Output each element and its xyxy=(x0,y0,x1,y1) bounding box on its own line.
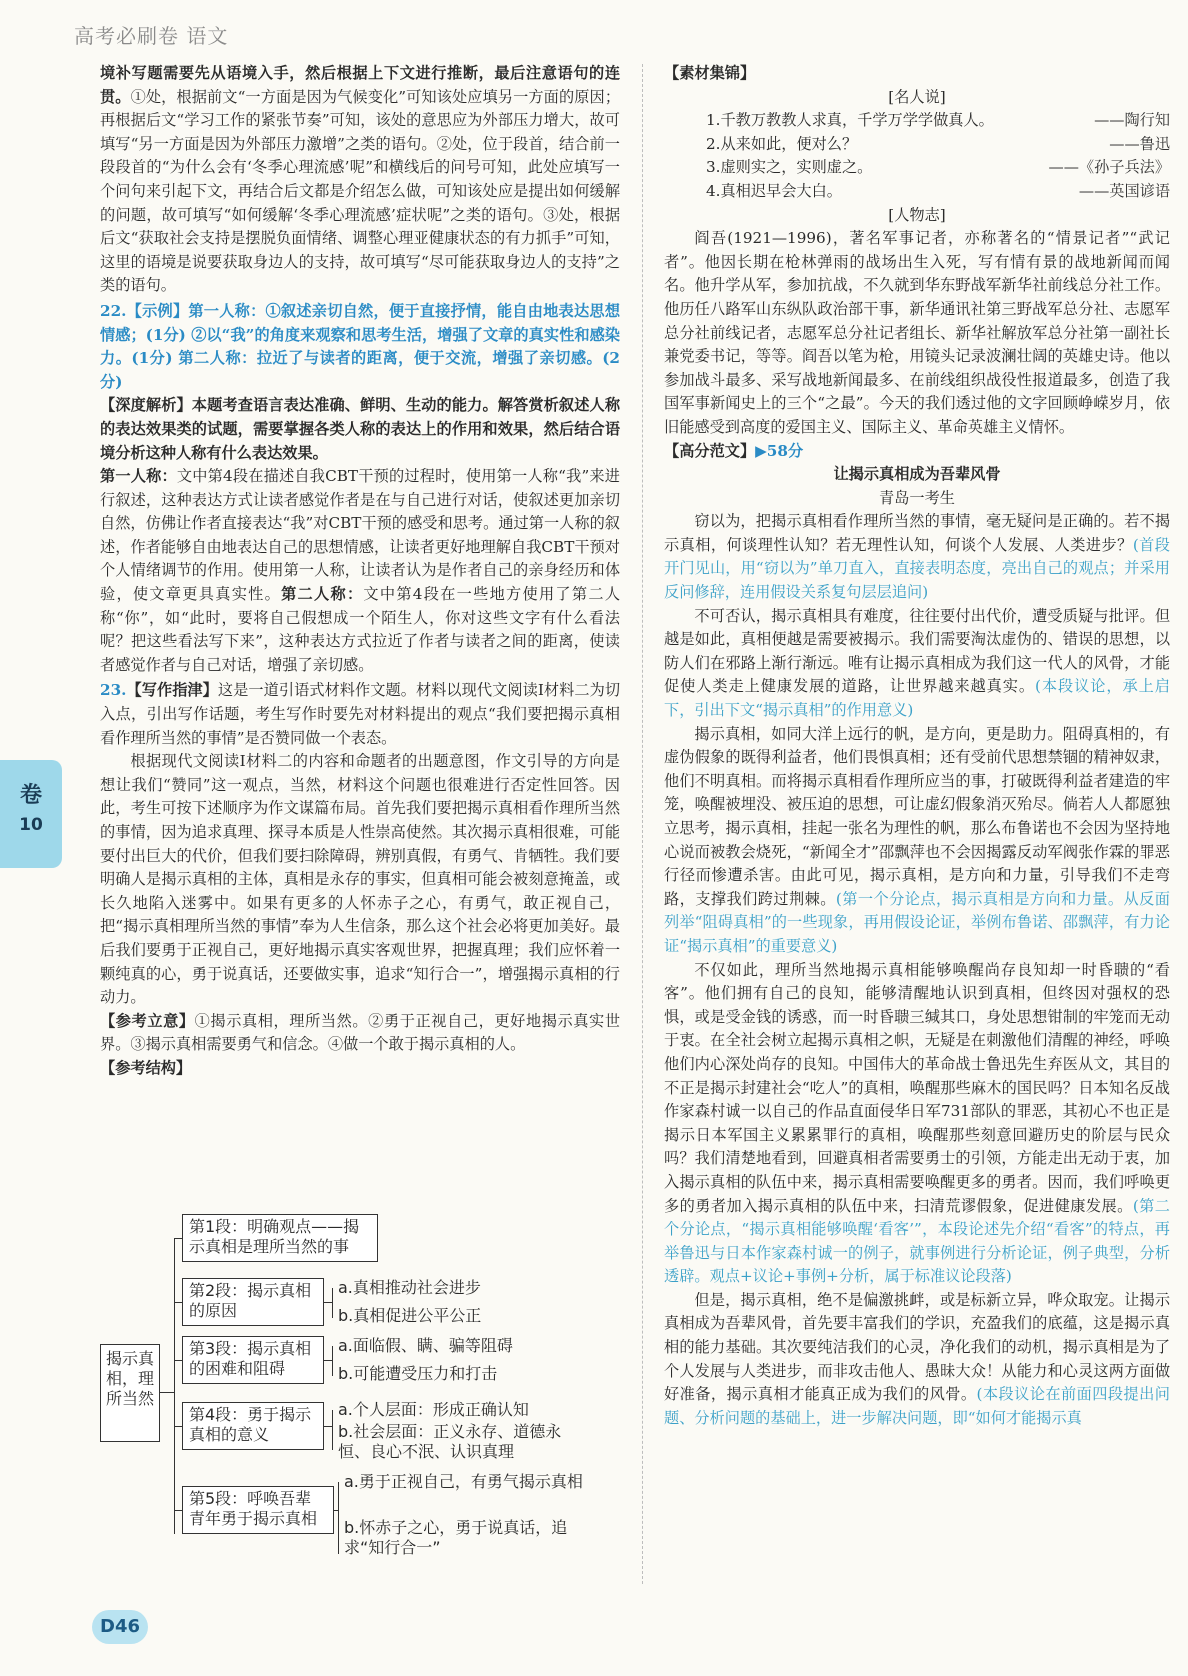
answer-21-point-2: ②处，位于段首，结合前一段段首的“为什么会有‘冬季心理流感’呢”和横线后的问号可知，此处应填写一个问句来引起下文，再结合后文都是介绍怎么做，可知该处应是提出如何缓解的问题，故可填写“如何缓解‘冬季心理流感’症状呢”之类的语句。 xyxy=(100,134,620,224)
diagram-root: 揭示真相，理所当然 xyxy=(100,1344,160,1442)
material-label: 【素材集锦】 xyxy=(664,64,756,82)
diagram-para-4: 第4段：勇于揭示真相的意义 xyxy=(182,1402,324,1450)
main-trunk xyxy=(174,1238,175,1534)
q23-guidance: 根据现代文阅读Ⅰ材料二的内容和命题者的出题意图，作文引导的方向是想让我们“赞同”这一观点，当然，材料这个问题也很难进行否定性回答。因此，考生可按下述顺序为作文谋篇布局。首先我们要把揭示真相看作理所当然的事情，因为追求真理、探寻本质是人性崇高使然。其次揭示真相很难，可能要付出巨大的代价，但我们要扫除障碍，辨别真假，有勇气、肯牺牲。我们要明确人是揭示真相的主体，真相是永存的事实，但真相可能会被刻意掩盖，或长久地陷入迷雾中。如果有更多的人怀赤子之心，有勇气，敢正视自己，把“揭示真相理所当然的事情”奉为人生信条，那么这个社会必将更加美好。最后我们要勇于正视自己，更好地揭示真实客观世界，把握真理；我们应怀着一颗纯真的心，勇于说真话，还要做实事，追求“知行合一”，增强揭示真相的行动力。 xyxy=(100,752,620,1007)
quote-2 xyxy=(664,133,1170,157)
answer-21-point-3: ③处，根据后文“获取社会支持是摆脱负面情绪、调整心理亚健康状态的有力抓手”可知，这里的语境是说要获取身边人的支持，故可填写“尽可能获取身边人的支持”之类的语句。 xyxy=(100,205,621,295)
q22-label: 【示例】 xyxy=(126,301,189,320)
q23-ref-label: 【参考立意】 xyxy=(100,1011,195,1030)
q22-deep-label: 【深度解析】 xyxy=(100,396,192,415)
quote-4-source: ——英国谚语 xyxy=(1078,181,1170,200)
essay-author: 青岛一考生 xyxy=(879,488,955,507)
q23-ref-text: ①揭示真相，理所当然。②勇于正视自己，更好地揭示真实世界。③揭示真相需要勇气和信念。④做一个敢于揭示真相的人。 xyxy=(100,1011,621,1054)
q22-first-text: 文中第4段在描述自我CBT干预的过程时，使用第一人称“我”来进行叙述，这种表达方式让读者感觉作者是在与自己进行对话，使叙述更加亲切自然，仿佛让作者直接表达“我”对CBT干预的感受和思考。通过第一人称的叙述，作者能够自由地表达自己的思想情感，让读者更好地理解自我CBT干预对个人情绪调节的作用。使用第一人称，让读者认为是作者自己的亲身经历和体验，使文章更具真实性。 xyxy=(100,467,620,604)
quote-1-source: ——陶行知 xyxy=(1094,111,1170,130)
structure-diagram xyxy=(100,1210,620,1570)
answer-22 xyxy=(100,300,620,394)
diagram-para-5-a: a.勇于正视自己，有勇气揭示真相 xyxy=(344,1472,583,1491)
essay-label: 【高分范文】 xyxy=(664,441,756,460)
p2-connector xyxy=(324,1302,332,1303)
q22-first-label: 第一人称： xyxy=(100,467,177,486)
essay-title: 让揭示真相成为吾辈风骨 xyxy=(833,465,1001,484)
essay-para-2-note: (本段议论，承上启下，引出下文“揭示真相”的作用意义) xyxy=(664,677,1170,720)
p3-connector xyxy=(324,1360,332,1361)
q22-first-person xyxy=(100,465,620,677)
essay-para-4-text: 不仅如此，理所当然地揭示真相能够唤醒尚存良知却一时昏聩的“看客”。他们拥有自己的良知，能够清醒地认识到真相，但终因对强权的恐惧，或是受金钱的诱惑，而一时昏聩三缄其口，身处思想钳制的牢笼而无动于衷。在全社会树立起揭示真相之帜，无疑是在刺激他们清醒的神经，呼唤他们内心深处尚存的良知。中国伟大的革命战士鲁迅先生弃医从文，其目的不正是揭示封建社会“吃人”的真相，唤醒那些麻木的国民吗？日本知名反战作家森村诚一以自己的作品直面侵华日军731部队的罪恶，其初心不也正是揭示日本军国主义累累罪行的真相，唤醒那些刻意回避历史的阶层与民众吗？我们清楚地看到，回避真相者需要勇士的引领，方能走出无动于衷，加入揭示真相的队伍中来，揭示真相需要唤醒更多的勇者。因而，我们呼唤更多的勇者加入揭示真相的队伍中来，扫清荒谬假象，促进健康发展。 xyxy=(664,960,1170,1215)
essay-score: ▶58分 xyxy=(755,441,804,460)
essay-para-2-text: 不可否认，揭示真相具有难度，往往要付出代价，遭受质疑与批评。但越是如此，真相便越是需要被揭示。我们需要淘汰虚伪的、错误的思想，以防人们在邪路上渐行渐远。唯有让揭示真相成为我们这一代人的风骨，才能促使人类走上健康发展的道路，让世界越来越真实。 xyxy=(664,606,1170,696)
branch-1 xyxy=(174,1238,182,1239)
quote-3-source: ——《孙子兵法》 xyxy=(1048,158,1170,177)
diagram-para-3-b: b.可能遭受压力和打击 xyxy=(338,1364,498,1383)
left-column xyxy=(100,62,620,1081)
p4-connector xyxy=(324,1426,332,1427)
essay-header xyxy=(664,440,1170,464)
branch-4 xyxy=(174,1426,182,1427)
p5-bracket xyxy=(338,1482,339,1554)
diagram-para-1: 第1段：明确观点——揭示真相是理所当然的事 xyxy=(182,1214,378,1262)
quotes-title: [名人说] xyxy=(888,87,946,106)
q22-deep-analysis xyxy=(100,394,620,465)
diagram-para-2-a: a.真相推动社会进步 xyxy=(338,1278,481,1297)
answer-21-point-1: ①处，根据前文“一方面是因为气候变化”可知该处应填另一方面的原因；再根据后文“学习工作的紧张节奏”可知，该处的意思应为外部压力增大，故可填写“另一方面是因为外部压力激增”之类的语句。 xyxy=(100,87,621,153)
quote-3 xyxy=(664,156,1170,180)
q22-second-label: 第二人称： xyxy=(281,585,364,604)
page-header: 高考必刷卷 语文 xyxy=(74,24,229,48)
branch-2 xyxy=(174,1302,182,1303)
branch-5 xyxy=(174,1510,182,1511)
side-tab xyxy=(0,760,62,868)
essay-para-2 xyxy=(664,605,1170,723)
p3-bracket xyxy=(332,1346,333,1376)
diagram-para-5-b: b.怀赤子之心，勇于说真话，追求“知行合一” xyxy=(344,1518,568,1557)
diagram-para-3: 第3段：揭示真相的困难和阻碍 xyxy=(182,1336,324,1384)
q23-structure-label: 【参考结构】 xyxy=(100,1058,192,1077)
essay-para-3 xyxy=(664,723,1170,959)
side-tab-number: 10 xyxy=(19,815,43,835)
answer-21-intro: 境补写题需要先从语境入手，然后根据上下文进行推断，最后注意语句的连贯。 xyxy=(100,64,620,106)
answer-23 xyxy=(100,679,620,750)
quote-3-text: 3.虚则实之，实则虚之。 xyxy=(706,158,873,177)
quote-2-source: ——鲁迅 xyxy=(1109,134,1170,153)
people-text: 阎吾(1921—1996)，著名军事记者，亦称著名的“情景记者”“武记者”。他因长期在枪林弹雨的战场出生入死，写有情有景的战地新闻而闻名。他升学从军，参加抗战，不久就到华东野战军新华社前线总分社工作。他历任八路军山东纵队政治部干事，新华通讯社第三野战军总分社、志愿军总分社前线记者，志愿军总分社记者组长、新华社解放军总分社第一副社长兼党委书记，等等。阎吾以笔为枪，用镜头记录波澜壮阔的英雄史诗。他以参加战斗最多、采写战地新闻最多、在前线组织战役性报道最多，创造了我国军事新闻史上的三个“之最”。今天的我们透过他的文字回顾峥嵘岁月，依旧能感受到高度的爱国主义、国际主义、革命英雄主义情怀。 xyxy=(664,229,1170,436)
quote-4-text: 4.真相迟早会大白。 xyxy=(706,181,842,200)
branch-3 xyxy=(174,1360,182,1361)
p2-bracket xyxy=(332,1288,333,1318)
essay-para-1 xyxy=(664,510,1170,604)
essay-para-5-note: (本段议论在前面四段提出问题、分析问题的基础上，进一步解决问题，即“如何才能揭示真 xyxy=(664,1385,1170,1427)
essay-para-4 xyxy=(664,959,1170,1289)
q23-reference-ideas xyxy=(100,1010,620,1057)
q22-answer: 第一人称：①叙述亲切自然，便于直接抒情，能自由地表达思想情感；(1分) ②以“我”的角度来观察和思考生活，增强了文章的真实性和感染力。(1分) 第二人称：拉近了与读者的距离，便于交流，增强了亲切感。(2分) xyxy=(100,301,621,391)
essay-para-3-note: (第一个分论点，揭示真相是方向和力量。从反面列举“阻碍真相”的一些现象，再用假设论证，举例布鲁诺、邵飘萍，有力论证“揭示真相”的重要意义) xyxy=(664,889,1170,955)
essay-para-5 xyxy=(664,1289,1170,1431)
quote-4 xyxy=(664,180,1170,204)
diagram-para-2: 第2段：揭示真相的原因 xyxy=(182,1278,324,1326)
q22-number: 22. xyxy=(100,301,127,320)
side-tab-label: 卷 xyxy=(19,783,42,808)
quote-1 xyxy=(664,109,1170,133)
q23-label: 【写作指津】 xyxy=(126,681,218,700)
diagram-para-4-a: a.个人层面：形成正确认知 xyxy=(338,1400,529,1419)
diagram-para-4-b: b.社会层面：正义永存、道德永恒、良心不泯、认识真理 xyxy=(338,1422,562,1461)
diagram-para-3-a: a.面临假、瞒、骗等阻碍 xyxy=(338,1336,513,1355)
root-connector xyxy=(160,1392,174,1393)
essay-para-1-note: (首段开门见山，用“窃以为”单刀直入，直接表明态度，亮出自己的观点；并采用反问修辞，连用假设关系复句层层追问) xyxy=(664,535,1170,602)
q22-deep-text: 本题考查语言表达准确、鲜明、生动的能力。解答赏析叙述人称的表达效果类的试题，需要掌握各类人称的表达上的作用和效果，然后结合语境分析这种人称有什么表达效果。 xyxy=(100,396,621,462)
essay-para-3-text: 揭示真相，如同大洋上远行的帆，是方向，更是助力。阻碍真相的，有虚伪假象的既得利益者，他们畏惧真相；还有受前代思想禁锢的精神奴隶，他们不明真相。而将揭示真相看作理所应当的事，打破既得利益者建造的牢笼，唤醒被埋没、被压迫的思想，可让虚幻假象消灭殆尽。倘若人人都愿独立思考，揭示真相，挂起一张名为理性的帆，那么布鲁诺也不会因为坚持地心说而被教会烧死，“新闻全才”邵飘萍也不会因揭露反动军阀张作霖的罪恶行径而惨遭杀害。由此可见，揭示真相，是方向和力量，引导我们不走弯路，支撑我们跨过荆棘。 xyxy=(664,724,1170,908)
essay-para-4-note: (第二个分论点，“揭示真相能够唤醒‘看客’”，本段论述先介绍“看客”的特点，再举鲁迅与日本作家森村诚一的例子，就事例进行分析论证，例子典型，分析透辟。观点+议论+事例+分析，属于标准议论段落) xyxy=(664,1196,1170,1286)
diagram-para-5: 第5段：呼唤吾辈青年勇于揭示真相 xyxy=(182,1486,334,1534)
quote-1-text: 1.千教万教教人求真，千学万学学做真人。 xyxy=(706,111,994,130)
quote-2-text: 2.从来如此，便对么？ xyxy=(706,134,858,153)
people-title: [人物志] xyxy=(888,205,946,224)
essay-para-1-text: 窃以为，把揭示真相看作理所当然的事情，毫无疑问是正确的。若不揭示真相，何谈理性认知？若无理性认知，何谈个人发展、人类进步？ xyxy=(664,512,1170,554)
p4-bracket xyxy=(332,1410,333,1450)
q22-second-text: 文中第4段在一些地方使用了第二人称“你”，如“此时，要将自己假想成一个陌生人，你对这些文字有什么看法呢？把这些看法写下来”，这种表达方式拉近了作者与读者之间的距离，使读者感觉作者与自己对话，增强了亲切感。 xyxy=(100,585,621,674)
q23-intro: 这是一道引语式材料作文题。材料以现代文阅读Ⅰ材料二为切入点，引出写作话题，考生写作时要先对材料提出的观点“我们要把揭示真相看作理所当然的事情”是否赞同做一个表态。 xyxy=(100,681,621,747)
diagram-para-2-b: b.真相促进公平公正 xyxy=(338,1306,482,1325)
page-number: D46 xyxy=(92,1610,148,1644)
column-divider xyxy=(642,64,643,1584)
essay-para-5-text: 但是，揭示真相，绝不是偏激挑衅，或是标新立异，哗众取宠。让揭示真相成为吾辈风骨，首先要丰富我们的学识，充盈我们的底蕴，这是揭示真相的能力基础。其次要纯洁我们的心灵，净化我们的动机，揭示真相是为了个人发展与人类进步，而非攻击他人、愚昧大众！从能力和心灵这两方面做好准备，揭示真相才能真正成为我们的风骨。 xyxy=(664,1290,1170,1404)
q23-number: 23. xyxy=(100,681,127,700)
right-column xyxy=(664,62,1170,1430)
answer-21-text xyxy=(100,62,620,298)
